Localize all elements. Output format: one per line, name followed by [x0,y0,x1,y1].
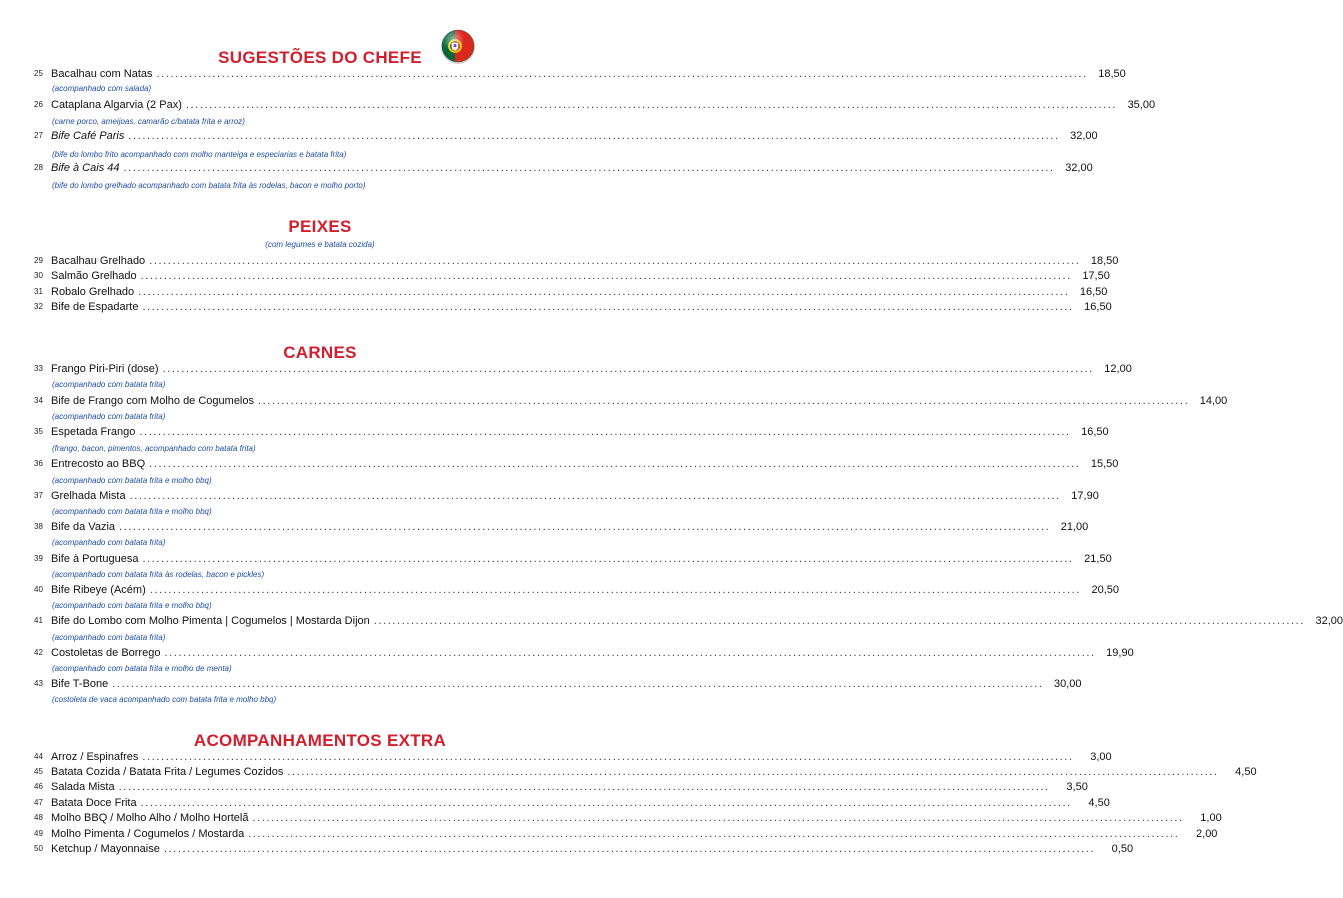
item-name: Grelhada Mista [51,490,126,502]
item-name: Frango Piri-Piri (dose) [51,363,159,375]
item-price: 3,00 [1090,751,1112,763]
item-price: 0,50 [1111,843,1134,855]
item-description: (bife do lombo grelhado acompanhado com batata frita às rodelas, bacon e molho porto) [52,181,366,190]
item-number: 25 [34,69,43,78]
dot-leader: ........................................................................................................................................................................................................ [373,615,1305,627]
item-number: 34 [34,396,43,405]
item-number: 33 [34,364,43,373]
item-description: (acompanhado com batata frita e molho bbq) [52,507,212,516]
item-number: 29 [34,256,43,265]
item-price: 3,50 [1066,781,1088,793]
dot-leader: ........................................................................................................................................................................................................ [123,162,1055,174]
dot-leader: ........................................................................................................................................................................................................ [149,584,1081,596]
dot-leader: ........................................................................................................................................................................................................ [129,490,1061,502]
item-name: Entrecosto ao BBQ [51,458,146,470]
menu-item-48 [34,811,1222,825]
item-price: 4,50 [1235,766,1257,778]
item-number: 45 [34,767,43,776]
item-description: (acompanhado com batata frita) [52,538,166,547]
item-name: Batata Cozida / Batata Frita / Legumes Cozidos [51,766,284,778]
item-price: 1,00 [1200,812,1222,824]
item-number: 47 [34,798,43,807]
dot-leader: ........................................................................................................................................................................................................ [164,647,1096,659]
menu-item-50 [34,842,1134,856]
menu-item-28 [34,161,1093,175]
menu-item-49 [34,827,1218,841]
item-number: 32 [34,302,43,311]
menu-item-29 [34,254,1119,268]
item-price: 17,90 [1071,490,1099,502]
menu-item-32 [34,300,1112,314]
item-name: Bacalhau Grelhado [51,255,146,267]
menu-item-45 [34,765,1257,779]
item-price: 17,50 [1082,270,1110,282]
item-price: 16,50 [1081,426,1109,438]
menu-item-39 [34,552,1112,566]
menu-item-44 [34,750,1112,764]
item-price: 2,00 [1196,828,1218,840]
section-note-peixes: (com legumes e batata cozida) [265,240,375,249]
menu-item-25 [34,67,1126,81]
dot-leader: ........................................................................................................................................................................................................ [162,363,1094,375]
dot-leader: ........................................................................................................................................................................................................ [112,678,1044,690]
item-name: Cataplana Algarvia (2 Pax) [51,99,182,111]
menu-item-36 [34,457,1119,471]
dot-leader: ........................................................................................................................................................................................................ [139,426,1071,438]
item-name: Robalo Grelhado [51,286,135,298]
item-price: 20,50 [1091,584,1119,596]
item-description: (carne porco, ameijoas, camarão c/batata frita e arroz) [52,117,245,126]
item-price: 21,00 [1060,521,1089,533]
item-name: Espetada Frango [51,426,136,438]
item-price: 16,50 [1079,286,1108,298]
item-name: Molho Pimenta / Cogumelos / Mostarda [51,828,245,840]
item-price: 19,90 [1106,647,1134,659]
item-description: (acompanhado com batata frita e molho de menta) [52,664,232,673]
item-name: Salmão Grelhado [51,270,137,282]
dot-leader: ........................................................................................................................................................................................................ [140,270,1072,282]
item-number: 35 [34,427,43,436]
item-name: Ketchup / Mayonnaise [51,843,160,855]
item-price: 35,00 [1127,99,1156,111]
dot-leader: ........................................................................................................................................................................................................ [142,553,1074,565]
item-number: 48 [34,813,43,822]
item-price: 14,00 [1199,395,1228,407]
dot-leader: ........................................................................................................................................................................................................ [142,301,1074,313]
dot-leader: ........................................................................................................................................................................................................ [287,766,1219,778]
item-number: 36 [34,459,43,468]
item-price: 32,00 [1070,130,1098,142]
item-description: (acompanhado com batata frita) [52,380,166,389]
item-description: (acompanhado com batata frita) [52,412,166,421]
dot-leader: ........................................................................................................................................................................................................ [138,286,1070,298]
item-price: 18,50 [1090,255,1119,267]
section-title-sugestoes: SUGESTÕES DO CHEFE [218,48,422,67]
dot-leader: ........................................................................................................................................................................................................ [142,751,1074,763]
item-number: 28 [34,163,43,172]
item-name: Bife da Vazia [51,521,116,533]
item-price: 32,00 [1065,162,1093,174]
item-name: Bacalhau com Natas [51,68,153,80]
item-name: Costoletas de Borrego [51,647,161,659]
item-description: (acompanhado com batata frita às rodelas, bacon e pickles) [52,570,265,579]
item-price: 30,00 [1053,678,1082,690]
item-description: (frango, bacon, pimentos, acompanhado com batata frita) [52,444,256,453]
menu-item-26 [34,98,1156,112]
item-price: 18,50 [1098,68,1126,80]
item-number: 26 [34,100,43,109]
menu-item-33 [34,362,1132,376]
item-name: Bife à Cais 44 [51,162,120,174]
portugal-flag-icon [440,28,476,64]
dot-leader: ........................................................................................................................................................................................................ [119,521,1051,533]
dot-leader: ........................................................................................................................................................................................................ [185,99,1118,111]
item-name: Bife à Portuguesa [51,553,139,565]
dot-leader: ........................................................................................................................................................................................................ [128,130,1060,142]
item-number: 27 [34,131,43,140]
item-name: Bife Café Paris [51,130,125,142]
item-name: Batata Doce Frita [51,797,137,809]
item-name: Molho BBQ / Molho Alho / Molho Hortelã [51,812,249,824]
menu-item-41 [34,614,1343,628]
menu-item-27 [34,129,1098,143]
item-name: Bife Ribeye (Acém) [51,584,146,596]
item-description: (acompanhado com batata frita e molho bbq) [52,476,212,485]
item-name: Salada Mista [51,781,115,793]
item-number: 41 [34,616,43,625]
section-title-peixes: PEIXES [288,217,352,236]
item-price: 4,50 [1088,797,1110,809]
menu-item-47 [34,796,1110,810]
item-number: 43 [34,679,43,688]
item-name: Bife de Frango com Molho de Cogumelos [51,395,254,407]
item-description: (acompanhado com batata frita e molho bbq) [52,601,212,610]
section-title-carnes: CARNES [283,343,357,362]
dot-leader: ........................................................................................................................................................................................................ [118,781,1050,793]
dot-leader: ........................................................................................................................................................................................................ [156,68,1088,80]
item-number: 30 [34,271,43,280]
menu-item-37 [34,489,1099,503]
menu-item-35 [34,425,1109,439]
dot-leader: ........................................................................................................................................................................................................ [252,812,1184,824]
item-number: 50 [34,844,43,853]
item-number: 44 [34,752,43,761]
item-description: (acompanhado com salada) [52,84,152,93]
item-number: 49 [34,829,43,838]
menu-item-31 [34,285,1108,299]
dot-leader: ........................................................................................................................................................................................................ [163,843,1096,855]
item-name: Arroz / Espinafres [51,751,139,763]
item-price: 21,50 [1084,553,1112,565]
item-number: 46 [34,782,43,791]
item-price: 15,50 [1090,458,1119,470]
dot-leader: ........................................................................................................................................................................................................ [248,828,1180,840]
item-name: Bife T-Bone [51,678,109,690]
menu-item-42 [34,646,1134,660]
dot-leader: ........................................................................................................................................................................................................ [149,458,1081,470]
item-number: 31 [34,287,43,296]
item-description: (acompanhado com batata frita) [52,633,166,642]
item-number: 39 [34,554,43,563]
item-number: 40 [34,585,43,594]
item-description: (costoleta de vaca acompanhado com batata frita e molho bbq) [52,695,277,704]
menu-item-43 [34,677,1082,691]
menu-item-30 [34,269,1110,283]
menu-item-46 [34,780,1088,794]
item-name: Bife do Lombo com Molho Pimenta | Cogumelos | Mostarda Dijon [51,615,370,627]
menu-item-34 [34,394,1228,408]
item-description: (bife do lombo frito acompanhado com molho manteiga e especiarias e batata frita) [52,150,347,159]
dot-leader: ........................................................................................................................................................................................................ [258,395,1190,407]
item-number: 38 [34,522,43,531]
item-name: Bife de Espadarte [51,301,139,313]
menu-item-40 [34,583,1119,597]
dot-leader: ........................................................................................................................................................................................................ [140,797,1072,809]
item-number: 42 [34,648,43,657]
item-price: 32,00 [1315,615,1343,627]
item-number: 37 [34,491,43,500]
item-price: 16,50 [1084,301,1112,313]
section-title-acompanhamentos: ACOMPANHAMENTOS EXTRA [193,731,447,750]
menu-item-38 [34,520,1089,534]
item-price: 12,00 [1104,363,1132,375]
dot-leader: ........................................................................................................................................................................................................ [149,255,1081,267]
